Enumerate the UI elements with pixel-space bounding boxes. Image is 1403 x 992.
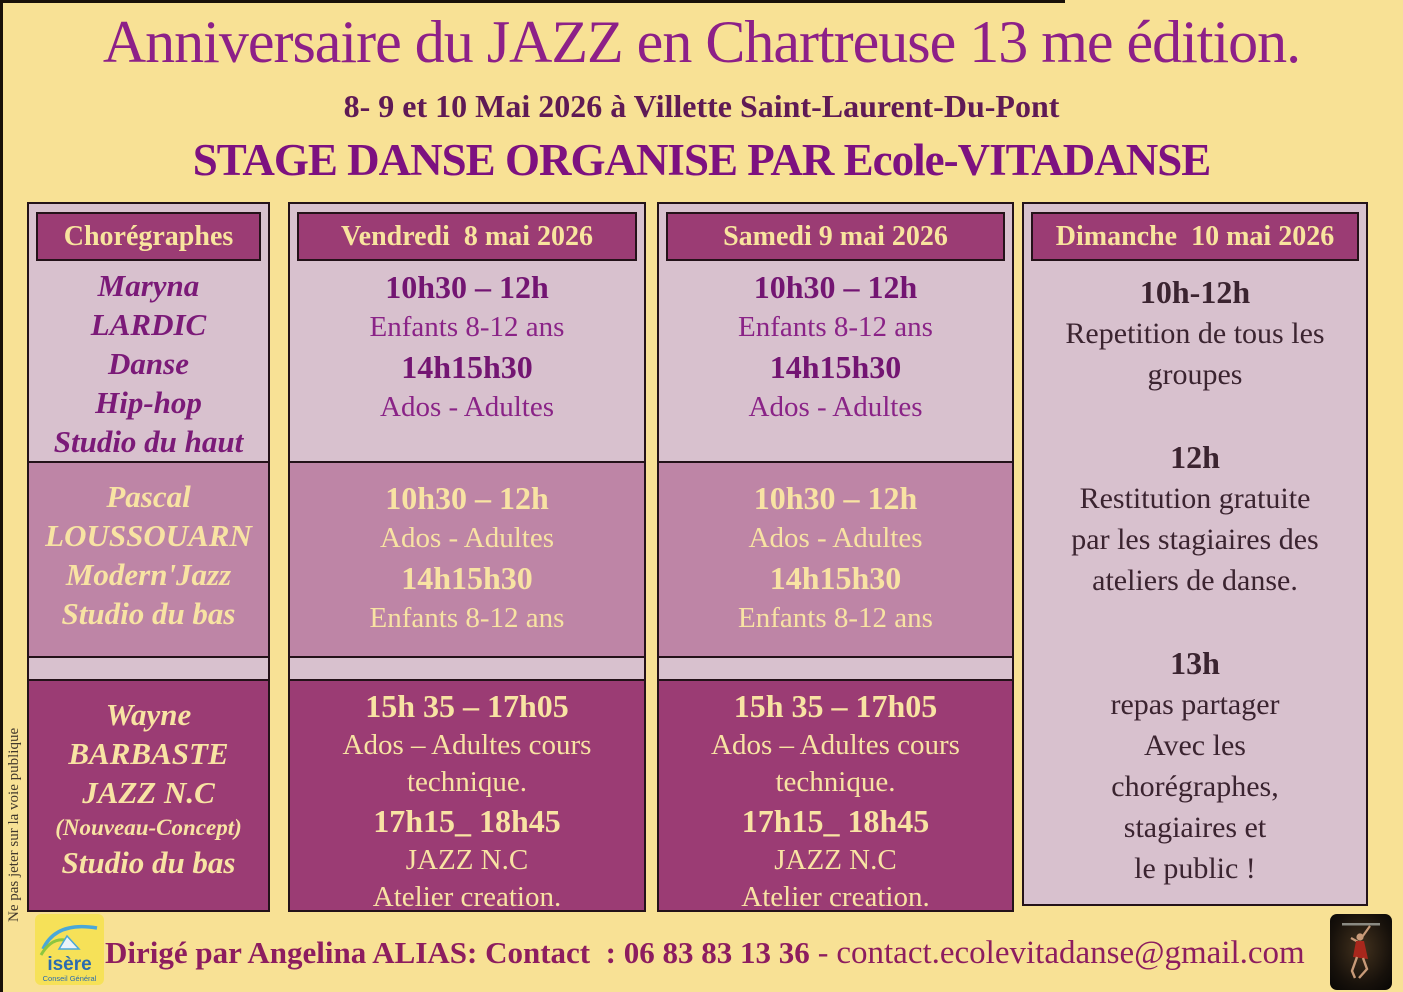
cell-line: 10h-12h: [1139, 274, 1251, 310]
cell-line: repas partager: [1110, 688, 1280, 721]
cell-line: Danse: [108, 346, 189, 381]
row-separator: [29, 656, 268, 679]
row-separator: [659, 656, 1012, 679]
poster-subtitle: 8- 9 et 10 Mai 2026 à Villette Saint-Laurent-Du-Pont: [343, 88, 1060, 124]
cell-line: Enfants 8-12 ans: [738, 311, 933, 343]
logo-subtitle: Conseil Général: [42, 974, 97, 983]
column-choregraphes: [27, 202, 270, 912]
cell-line: LARDIC: [90, 307, 207, 342]
cell-line: JAZZ N.C: [82, 775, 215, 810]
cell-content: [290, 681, 644, 910]
cell-line: 10h30 – 12h: [753, 269, 918, 305]
cell-line: Studio du haut: [53, 424, 244, 459]
cell-line: chorégraphes,: [1111, 770, 1279, 803]
cell-line: Studio du bas: [61, 845, 236, 880]
cell-content: [1024, 261, 1366, 889]
cell-line: 17h15_ 18h45: [741, 803, 930, 839]
isere-conseil-general-logo: [34, 913, 105, 986]
cell-line: 15h 35 – 17h05: [733, 688, 938, 724]
cell-samedi-evening: [659, 679, 1012, 910]
cell-maryna-lardic: [29, 204, 268, 461]
cell-line: Atelier creation.: [741, 881, 930, 910]
cell-line: 10h30 – 12h: [753, 480, 918, 516]
contact-email: contact.ecolevitadanse@gmail.com: [836, 935, 1305, 971]
cell-wayne-barbaste: [29, 679, 268, 910]
cell-content: [29, 681, 268, 882]
cell-line: 14h15h30: [401, 349, 533, 385]
cell-vendredi-midday: [290, 461, 644, 656]
cell-content: [290, 463, 644, 637]
cell-vendredi-morning: [290, 204, 644, 461]
contact-separator: -: [809, 934, 837, 970]
cell-line: Repetition de tous les: [1065, 317, 1325, 350]
cell-line: Hip-hop: [95, 385, 202, 420]
cell-line: Enfants 8-12 ans: [369, 602, 565, 634]
cell-line: Ados – Adultes cours: [342, 729, 592, 761]
cell-line: 14h15h30: [769, 349, 902, 385]
scan-edge-top: [0, 0, 1065, 3]
cell-line: 15h 35 – 17h05: [365, 688, 569, 724]
cell-content: [659, 463, 1012, 637]
column-samedi: [657, 202, 1014, 912]
cell-line: 12h: [1170, 439, 1220, 475]
cell-line: groupes: [1147, 358, 1243, 391]
cell-line: le public !: [1134, 852, 1256, 885]
cell-line: JAZZ N.C: [405, 844, 529, 876]
cell-line: Wayne: [105, 697, 192, 732]
cell-line: Enfants 8-12 ans: [369, 311, 565, 343]
cell-line: (Nouveau-Concept): [55, 815, 242, 840]
poster-heading: STAGE DANSE ORGANISE PAR Ecole-VITADANSE: [192, 135, 1211, 185]
row-separator: [290, 656, 644, 679]
contact-director-phone: Dirigé par Angelina ALIAS: Contact : 06 83 83 13 36: [105, 935, 810, 970]
dancer-photo: [1330, 914, 1392, 990]
cell-vendredi-evening: [290, 679, 644, 910]
cell-samedi-morning: [659, 204, 1012, 461]
cell-content: [290, 261, 644, 426]
cell-line: Studio du bas: [61, 596, 236, 631]
cell-samedi-midday: [659, 461, 1012, 656]
side-note: Ne pas jeter sur la voie publique: [6, 727, 22, 922]
column-vendredi: [288, 202, 646, 912]
cell-line: Ados - Adultes: [748, 522, 923, 554]
cell-line: LOUSSOUARN: [45, 518, 252, 553]
photo-caption-text: [1342, 923, 1380, 926]
cell-line: JAZZ N.C: [774, 844, 897, 876]
cell-line: 10h30 – 12h: [385, 480, 549, 516]
cell-line: par les stagiaires des: [1071, 523, 1319, 556]
cell-line: ateliers de danse.: [1092, 564, 1298, 597]
contact-line: [105, 934, 1303, 972]
cell-line: Ados - Adultes: [380, 522, 554, 554]
cell-pascal-loussouarn: [29, 461, 268, 656]
cell-content: [29, 261, 268, 461]
logo-title: isère: [47, 954, 92, 975]
cell-line: 14h15h30: [401, 560, 533, 596]
cell-line: Ados - Adultes: [748, 391, 923, 423]
column-dimanche: [1022, 202, 1368, 906]
cell-line: Ados - Adultes: [380, 391, 554, 423]
cell-content: [29, 463, 268, 633]
cell-line: technique.: [775, 766, 896, 798]
schedule-table: [27, 202, 1368, 912]
cell-line: technique.: [407, 766, 527, 798]
cell-line: Modern'Jazz: [65, 557, 232, 592]
column-header-samedi: Samedi 9 mai 2026: [666, 212, 1005, 261]
cell-line: Restitution gratuite: [1079, 482, 1311, 515]
cell-line: Avec les: [1144, 729, 1246, 762]
cell-line: Maryna: [97, 268, 200, 303]
cell-line: Pascal: [106, 479, 191, 514]
poster-title: Anniversaire du JAZZ en Chartreuse 13 me édition.: [102, 9, 1301, 75]
cell-line: 10h30 – 12h: [385, 269, 549, 305]
cell-line: Atelier creation.: [372, 881, 562, 910]
cell-line: 14h15h30: [769, 560, 902, 596]
column-header-vendredi: Vendredi 8 mai 2026: [297, 212, 637, 261]
cell-line: stagiaires et: [1123, 811, 1267, 844]
column-header-dimanche: Dimanche 10 mai 2026: [1031, 212, 1359, 261]
cell-line: Ados – Adultes cours: [711, 729, 960, 761]
cell-spacer: [1024, 601, 1366, 642]
cell-line: 17h15_ 18h45: [373, 803, 561, 839]
column-header-choregraphes: Chorégraphes: [36, 212, 261, 261]
cell-line: BARBASTE: [68, 736, 229, 771]
cell-spacer: [1024, 395, 1366, 436]
cell-line: Enfants 8-12 ans: [738, 602, 933, 634]
cell-content: [659, 261, 1012, 426]
cell-line: 13h: [1170, 645, 1220, 681]
cell-content: [659, 681, 1012, 910]
cell-dimanche-program: [1024, 204, 1366, 904]
